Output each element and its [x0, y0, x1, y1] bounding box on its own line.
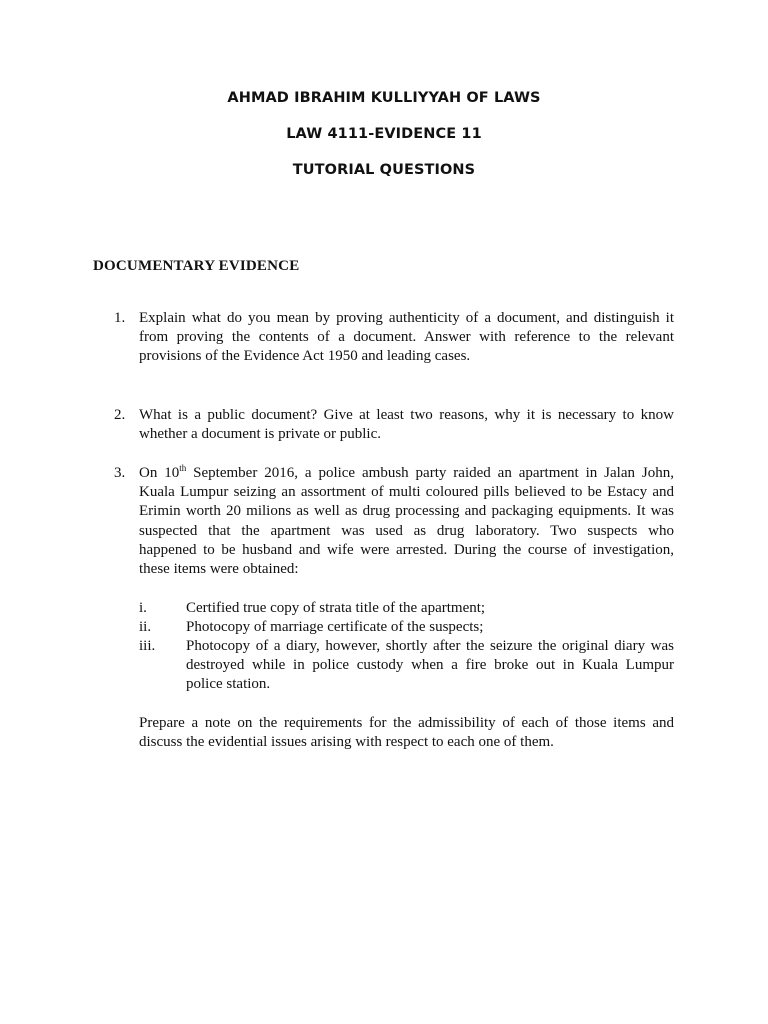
question-3-line-3: Erimin worth 20 milions as well as drug processing and packaging equipments. It was [139, 503, 674, 520]
question-1-line-2: from proving the contents of a document. Answer with reference to the relevant [139, 329, 674, 346]
item-ii-numeral: ii. [139, 619, 152, 635]
item-iii-line-2: destroyed while in police custody when a fire broke out in Kuala Lumpur [186, 657, 674, 674]
question-3-line-1 [139, 464, 674, 483]
item-iii-line-3: police station. [186, 676, 271, 693]
item-iii-line-1: Photocopy of a diary, however, shortly after the seizure the original diary was [186, 638, 674, 654]
section-heading: DOCUMENTARY EVIDENCE [93, 258, 300, 274]
closing-line-2: discuss the evidential issues arising with respect to each one of them. [139, 734, 554, 751]
question-3-date-day: On 10 [139, 465, 180, 481]
question-3-date-suffix: th [179, 463, 187, 473]
question-2-text [139, 406, 674, 444]
question-2-line-2: whether a document is private or public. [139, 426, 382, 443]
question-3-number: 3. [114, 465, 126, 481]
item-i-numeral: i. [139, 600, 147, 616]
item-i-text [186, 599, 674, 618]
question-3-line-1-rest: September 2016, a police ambush party raided an apartment in Jalan John, [186, 465, 674, 481]
question-3-text [139, 464, 674, 579]
question-3-line-5: happened to be husband and wife were arrested. During the course of investigation, [139, 541, 674, 558]
closing-line-1: Prepare a note on the requirements for the admissibility of each of those items and [139, 715, 674, 731]
item-i-line-1: Certified true copy of strata title of the apartment; [186, 600, 486, 616]
question-3-line-2: Kuala Lumpur seizing an assortment of multi coloured pills believed to be Estacy and [139, 484, 674, 501]
course-title: LAW 4111-EVIDENCE 11 [286, 126, 482, 142]
item-ii-line-1: Photocopy of marriage certificate of the suspects; [186, 619, 484, 635]
institution-title: AHMAD IBRAHIM KULLIYYAH OF LAWS [227, 90, 541, 106]
question-1-text [139, 309, 674, 367]
question-3-closing [139, 714, 674, 752]
question-3-line-4: suspected that the apartment was used as drug laboratory. Two suspects who [139, 522, 674, 539]
question-1-number: 1. [114, 310, 126, 326]
question-2-number: 2. [114, 407, 126, 423]
question-2-line-1: What is a public document? Give at least two reasons, why it is necessary to know [139, 407, 674, 423]
item-iii-numeral: iii. [139, 638, 156, 654]
question-1-line-1: Explain what do you mean by proving authenticity of a document, and distinguish it [139, 310, 674, 326]
question-3-line-6: these items were obtained: [139, 561, 299, 578]
item-iii-text [186, 637, 674, 695]
question-1-line-3: provisions of the Evidence Act 1950 and leading cases. [139, 348, 471, 365]
document-subtitle: TUTORIAL QUESTIONS [292, 162, 476, 178]
item-ii-text [186, 618, 674, 637]
